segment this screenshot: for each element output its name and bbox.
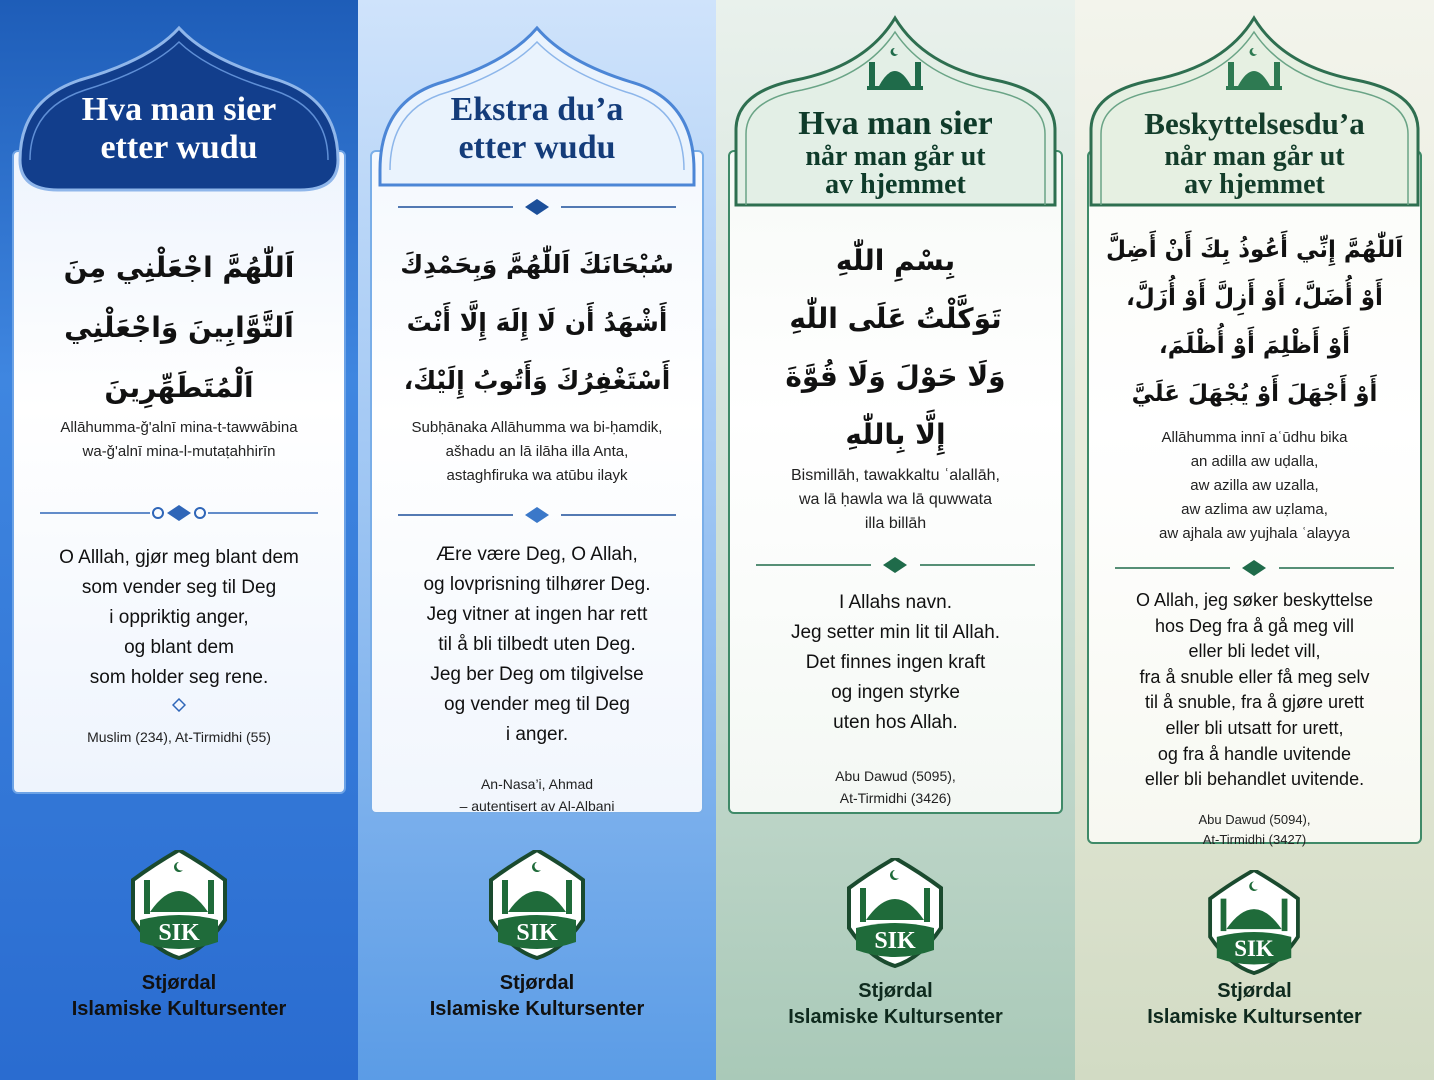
organization-name — [1075, 978, 1434, 1030]
hadith-source — [734, 765, 1057, 809]
hadith-source — [1093, 810, 1416, 850]
dua-card-protection-leaving-home — [1075, 0, 1434, 1080]
arabic-line: إِلَّا بِاللّٰهِ — [845, 418, 946, 451]
ornament-divider — [398, 197, 676, 217]
logo-text: SIK — [158, 920, 200, 946]
hadith-source — [376, 773, 698, 817]
organization-name — [716, 978, 1075, 1030]
title-line-2: når man går ut — [805, 141, 986, 172]
source-line: An-Nasa’i, Ahmad — [480, 776, 594, 792]
meaning-line: eller bli behandlet uvitende. — [1144, 769, 1365, 790]
dua-card-after-wudu — [0, 0, 358, 1080]
translit-line: Allāhumma-ǧ'alnī mina-t-tawwābina — [60, 419, 298, 436]
translit-line: wa lā ḥawla wa lā quwwata — [799, 491, 992, 508]
arabic-line: اَللّٰهُمَّ إِنِّي أَعُوذُ بِكَ أَنْ أَضِلَّ — [1106, 237, 1403, 263]
translit-line: aw ajhala aw yujhala ʿalayya — [1159, 525, 1350, 542]
mosque-icon — [1224, 46, 1284, 92]
org-line-1: Stjørdal — [499, 972, 575, 994]
logo-text: SIK — [1234, 935, 1274, 961]
organization-name — [358, 970, 716, 1022]
title-line-2: etter wudu — [458, 129, 616, 166]
ornament-divider — [398, 505, 676, 525]
arabic-line: أَوْ أُضَلَّ، أَوْ أَزِلَّ أَوْ أُزَلَّ، — [1126, 285, 1383, 311]
translit-line: illa billāh — [864, 515, 927, 532]
sik-logo — [358, 850, 716, 960]
arabic-line: أَوْ أَجْهَلَ أَوْ يُجْهَلَ عَلَيَّ — [1131, 381, 1378, 407]
ornament-divider — [1115, 558, 1394, 578]
org-line-2: Islamiske Kultursenter — [71, 998, 287, 1020]
transliteration — [18, 416, 340, 464]
translit-line: wa-ǧ'alnī mina-l-mutaṭahhirīn — [82, 443, 276, 460]
meaning-line: O Allah, jeg søker beskyttelse — [1135, 590, 1374, 610]
translit-line: Allāhumma innī aʿūdhu bika — [1161, 429, 1348, 446]
org-line-1: Stjørdal — [1217, 980, 1292, 1002]
translit-line: Subḥānaka Allāhumma wa bi-ḥamdik, — [411, 419, 663, 436]
meaning-line: uten hos Allah. — [833, 712, 958, 733]
arabic-line: اَلتَّوَّابِينَ وَاجْعَلْنِي — [64, 311, 294, 344]
norwegian-translation — [1093, 588, 1416, 793]
title-line-2: etter wudu — [100, 129, 258, 166]
arabic-line: اَللّٰهُمَّ اجْعَلْنِي مِنَ — [63, 251, 295, 284]
arabic-line: أَسْتَغْفِرُكَ وَأَتُوبُ إِلَيْكَ، — [403, 366, 671, 395]
title-line-3: av hjemmet — [1184, 169, 1325, 200]
meaning-line: O Alllah, gjør meg blant dem — [59, 547, 299, 568]
ornament-divider — [40, 503, 318, 523]
meaning-line: og lovprisning tilhører Deg. — [423, 574, 651, 595]
arabic-line: أَوْ أَظْلِمَ أَوْ أُظْلَمَ، — [1158, 333, 1351, 359]
arabic-line: سُبْحَانَكَ اَللّٰهُمَّ وَبِحَمْدِكَ — [400, 250, 674, 279]
norwegian-translation — [376, 540, 698, 750]
title-line-3: av hjemmet — [825, 169, 966, 200]
meaning-line: i anger. — [505, 724, 569, 745]
translit-line: aw azilla aw uzalla, — [1190, 477, 1319, 494]
org-line-2: Islamiske Kultursenter — [429, 998, 645, 1020]
source-line: Muslim (234), At-Tirmidhi (55) — [87, 729, 271, 745]
arabic-text — [1093, 226, 1416, 418]
meaning-line: og blant dem — [124, 637, 234, 658]
organization-name — [0, 970, 358, 1022]
transliteration — [734, 464, 1057, 536]
sik-logo — [716, 858, 1075, 968]
transliteration — [376, 416, 698, 488]
meaning-line: I Allahs navn. — [838, 592, 953, 613]
arabic-line: وَلَا حَوْلَ وَلَا قُوَّةَ — [785, 360, 1006, 393]
meaning-line: og vender meg til Deg — [444, 694, 630, 715]
translit-line: an adilla aw uḍalla, — [1190, 453, 1319, 470]
sik-logo — [0, 850, 358, 960]
source-line: At-Tirmidhi (3427) — [1202, 832, 1307, 847]
arabic-text — [18, 238, 340, 418]
source-line: – autentisert av Al-Albani — [459, 798, 615, 814]
meaning-line: Det finnes ingen kraft — [805, 652, 986, 673]
hadith-source — [18, 726, 340, 748]
arabic-text — [376, 236, 698, 410]
ornament-divider — [756, 555, 1035, 575]
meaning-line: og ingen styrke — [831, 682, 960, 703]
diamond-icon — [172, 698, 186, 712]
logo-text: SIK — [874, 928, 916, 954]
meaning-line: i oppriktig anger, — [109, 607, 249, 628]
meaning-line: Jeg vitner at ingen har rett — [426, 604, 648, 625]
arabic-line: اَلْمُتَطَهِّرِينَ — [104, 371, 254, 404]
source-line: At-Tirmidhi (3426) — [839, 790, 952, 806]
meaning-line: Jeg setter min lit til Allah. — [790, 622, 1001, 643]
meaning-line: som holder seg rene. — [89, 667, 269, 688]
transliteration — [1093, 426, 1416, 546]
title-line-1: Ekstra du’a — [450, 91, 624, 128]
meaning-line: hos Deg fra å gå meg vill — [1154, 615, 1355, 636]
mosque-icon — [865, 46, 925, 92]
meaning-line: eller bli ledet vill, — [1188, 641, 1321, 662]
title-line-2: når man går ut — [1164, 141, 1345, 172]
org-line-2: Islamiske Kultursenter — [788, 1006, 1003, 1028]
translit-line: Bismillāh, tawakkaltu ʿalallāh, — [791, 467, 1000, 484]
source-line: Abu Dawud (5095), — [835, 768, 956, 784]
meaning-line: Jeg ber Deg om tilgivelse — [430, 664, 644, 685]
translit-line: ašhadu an lā ilāha illa Anta, — [445, 443, 629, 460]
source-line: Abu Dawud (5094), — [1198, 812, 1311, 827]
dua-card-extra-after-wudu — [358, 0, 716, 1080]
org-line-1: Stjørdal — [858, 980, 933, 1002]
org-line-2: Islamiske Kultursenter — [1147, 1006, 1362, 1028]
meaning-line: og fra å handle uvitende — [1157, 743, 1352, 764]
title-line-1: Hva man sier — [81, 91, 277, 128]
sik-logo — [1075, 870, 1434, 975]
meaning-line: til å snuble, fra å gjøre urett — [1144, 692, 1365, 713]
arabic-line: أَشْهَدُ أَن لَا إِلَهَ إِلَّا أَنْتَ — [406, 308, 668, 337]
dua-card-leaving-home — [716, 0, 1075, 1080]
norwegian-translation — [18, 543, 340, 693]
arabic-text — [734, 232, 1057, 464]
logo-text: SIK — [516, 920, 558, 946]
org-line-1: Stjørdal — [141, 972, 217, 994]
meaning-line: fra å snuble eller få meg selv — [1139, 666, 1370, 687]
title-line-1: Beskyttelsesdu’a — [1144, 106, 1365, 141]
meaning-line: til å bli tilbedt uten Deg. — [438, 634, 636, 655]
translit-line: aw azlima aw uẓlama, — [1181, 501, 1328, 518]
arabic-line: بِسْمِ اللّٰهِ — [835, 244, 956, 277]
meaning-line: eller bli utsatt for urett, — [1165, 717, 1344, 738]
norwegian-translation — [734, 588, 1057, 738]
translit-line: astaghfiruka wa atūbu ilayk — [446, 467, 628, 484]
meaning-line: Ære være Deg, O Allah, — [436, 544, 638, 565]
arabic-line: تَوَكَّلْتُ عَلَى اللّٰهِ — [789, 302, 1002, 335]
meaning-line: som vender seg til Deg — [81, 577, 277, 598]
title-line-1: Hva man sier — [798, 105, 993, 142]
